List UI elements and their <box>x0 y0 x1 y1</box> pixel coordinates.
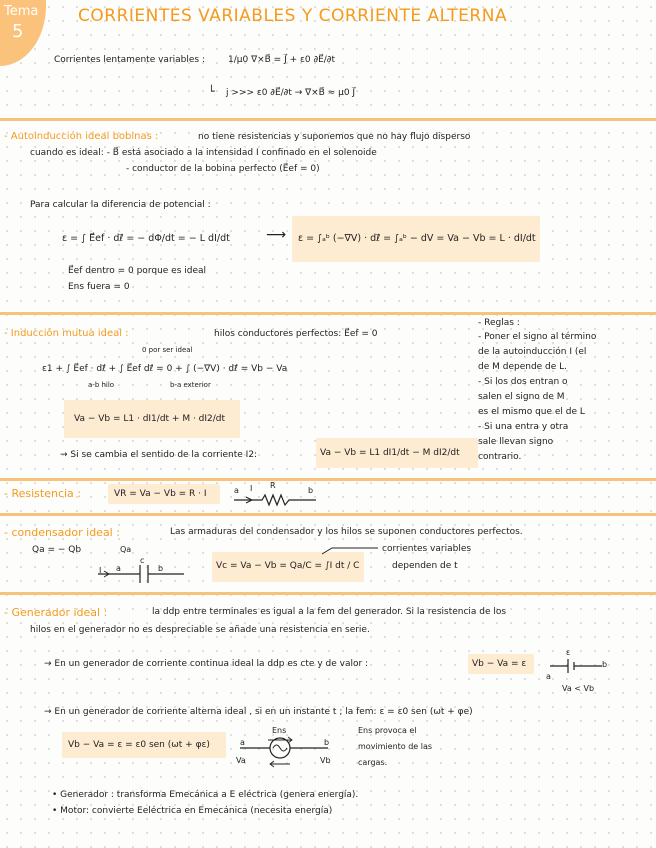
mutua-small-label: 0 por ser ideal <box>142 346 193 354</box>
autoinduccion-text2: cuando es ideal: - B⃗ está asociado a la intensidad I confinado en el solenoide <box>30 148 377 158</box>
generador-bullet1: • Generador : transforma Emecánica a E eléctrica (genera energía). <box>52 790 359 800</box>
condensador-title: - condensador ideal : <box>4 526 120 539</box>
mutua-sub-a-b-hilo: a-b hilo <box>88 381 115 389</box>
generador-ca-eq: Vb − Va = ε = ε0 sen (ωt + φε) <box>68 740 210 750</box>
regla-line: de la autoinducción I (el <box>478 347 587 357</box>
generador-text2: hilos en el generador no es despreciable se añade una resistencia en serie. <box>30 625 370 635</box>
autoinduccion-eq-left: ε = ∫ E⃗ef · dℓ⃗ = − dΦ/dt = − L dI/dt <box>62 233 230 244</box>
ac-label-a: a <box>240 738 245 747</box>
cap-label-i: I <box>99 566 102 575</box>
regla-line: - Poner el signo al término <box>478 332 597 342</box>
resistencia-title: - Resistencia : <box>4 487 81 500</box>
mutua-title: - Inducción mutua ideal : <box>4 328 129 339</box>
divider-2 <box>0 312 656 315</box>
ac-label-vb: Vb <box>320 756 331 765</box>
ac-source-symbol <box>238 734 338 774</box>
cap-label-qa: Qa <box>120 545 132 554</box>
divider-5 <box>0 592 656 595</box>
cap-label-c: c <box>140 556 145 565</box>
ac-note3: cargas. <box>358 758 388 767</box>
condensador-eq-q: Qa = − Qb <box>32 545 82 555</box>
regla-line: salen el signo de M <box>478 392 565 402</box>
dc-label-a: a <box>546 672 551 681</box>
dc-label-b: b <box>602 660 608 669</box>
regla-line: contrario. <box>478 452 522 462</box>
resistor-symbol <box>232 494 318 506</box>
divider-1 <box>0 118 656 121</box>
dc-label-eps: ε <box>566 648 571 657</box>
condensador-brace <box>320 546 380 556</box>
generador-text1: la ddp entre terminales es igual a la fem del generador. Si la resistencia de los <box>152 607 507 617</box>
regla-line: sale llevan signo <box>478 437 554 447</box>
intro-eq1: 1/μ0 ∇×B⃗ = J⃗ + ε0 ∂E⃗/∂t <box>228 55 335 65</box>
resistor-label-i: I <box>250 484 253 493</box>
mutua-text1: hilos conductores perfectos: E⃗ef = 0 <box>214 329 378 339</box>
tema-number: 5 <box>12 21 24 42</box>
mutua-eq2: Va − Vb = L1 · dI1/dt + M · dI2/dt <box>74 414 226 424</box>
regla-line: - Si los dos entran o <box>478 377 568 387</box>
mutua-eq1: ε1 + ∫ E⃗ef · dℓ⃗ + ∫ E⃗ef dℓ⃗ = 0 + ∫ (−∇V) · dℓ⃗ = Vb − Va <box>42 364 288 374</box>
intro-label: Corrientes lentamente variables : <box>54 55 206 65</box>
condensador-note2: dependen de t <box>392 561 458 571</box>
autoinduccion-text4: Para calcular la diferencia de potencial : <box>30 200 211 210</box>
regla-line: es el mismo que el de L <box>478 407 585 417</box>
ac-label-b: b <box>324 738 330 747</box>
capacitor-symbol <box>96 562 186 584</box>
generador-cc-text: → En un generador de corriente continua ideal la ddp es cte y de valor : <box>44 659 369 669</box>
autoinduccion-arrow: ⟶ <box>266 227 287 243</box>
autoinduccion-text3: - conductor de la bobina perfecto (E⃗ef = 0) <box>126 164 320 174</box>
dc-source-symbol <box>548 656 604 676</box>
condensador-eq: Vc = Va − Vb = Qa/C = ∫I dt / C <box>216 561 360 571</box>
reglas-list <box>478 332 596 467</box>
divider-4 <box>0 513 656 516</box>
condensador-text1: Las armaduras del condensador y los hilos se suponen conductores perfectos. <box>170 527 523 537</box>
resistor-label-b: b <box>308 486 314 495</box>
condensador-note1: corrientes variables <box>382 544 472 554</box>
divider-3 <box>0 478 656 481</box>
dc-note: Va < Vb <box>562 684 595 693</box>
autoinduccion-text1: no tiene resistencias y suponemos que no hay flujo disperso <box>198 132 471 142</box>
autoinduccion-title: - Autoinducción ideal bobinas : <box>4 131 159 142</box>
resistor-label-r: R <box>270 481 276 490</box>
ac-note1: Ens provoca el <box>358 726 417 735</box>
autoinduccion-note1: E⃗ef dentro = 0 porque es ideal <box>68 266 207 276</box>
mutua-sub-b-a-ext: b-a exterior <box>170 381 211 389</box>
intro-eq2-prefix: └ <box>208 85 215 98</box>
reglas-title: - Reglas : <box>478 318 520 328</box>
ac-label-ens: Ens <box>272 726 287 735</box>
generador-cc-eq: Vb − Va = ε <box>472 659 527 669</box>
generador-title: - Generador ideal : <box>4 606 108 619</box>
autoinduccion-note2: Ens fuera = 0 <box>68 282 130 292</box>
autoinduccion-eq-right: ε = ∫ₐᵇ (−∇V) · dℓ⃗ = ∫ₐᵇ − dV = Va − Vb = L · dI/dt <box>298 233 536 244</box>
cap-label-b: b <box>158 564 164 573</box>
mutua-arrow-text: → Si se cambia el sentido de la corriente I2: <box>60 450 258 460</box>
generador-bullet2: • Motor: convierte Eeléctrica en Emecánica (necesita energía) <box>52 806 333 816</box>
generador-ca-text: → En un generador de corriente alterna ideal , si en un instante t ; la fem: ε = ε0 sen (ωt + φe) <box>44 707 473 717</box>
regla-line: de M depende de L. <box>478 362 568 372</box>
mutua-eq3: Va − Vb = L1 dI1/dt − M dI2/dt <box>320 448 460 458</box>
ac-label-va: Va <box>236 756 246 765</box>
resistencia-eq: VR = Va − Vb = R · I <box>114 489 207 499</box>
ac-note2: movimiento de las <box>358 742 433 751</box>
page-title: CORRIENTES VARIABLES Y CORRIENTE ALTERNA <box>78 6 508 26</box>
intro-eq2: j >>> ε0 ∂E⃗/∂t → ∇×B⃗ ≈ μ0 J⃗ <box>226 88 356 98</box>
tema-label: Tema <box>4 4 39 19</box>
resistor-label-a: a <box>234 486 239 495</box>
regla-line: - Si una entra y otra <box>478 422 569 432</box>
cap-label-a: a <box>116 564 121 573</box>
